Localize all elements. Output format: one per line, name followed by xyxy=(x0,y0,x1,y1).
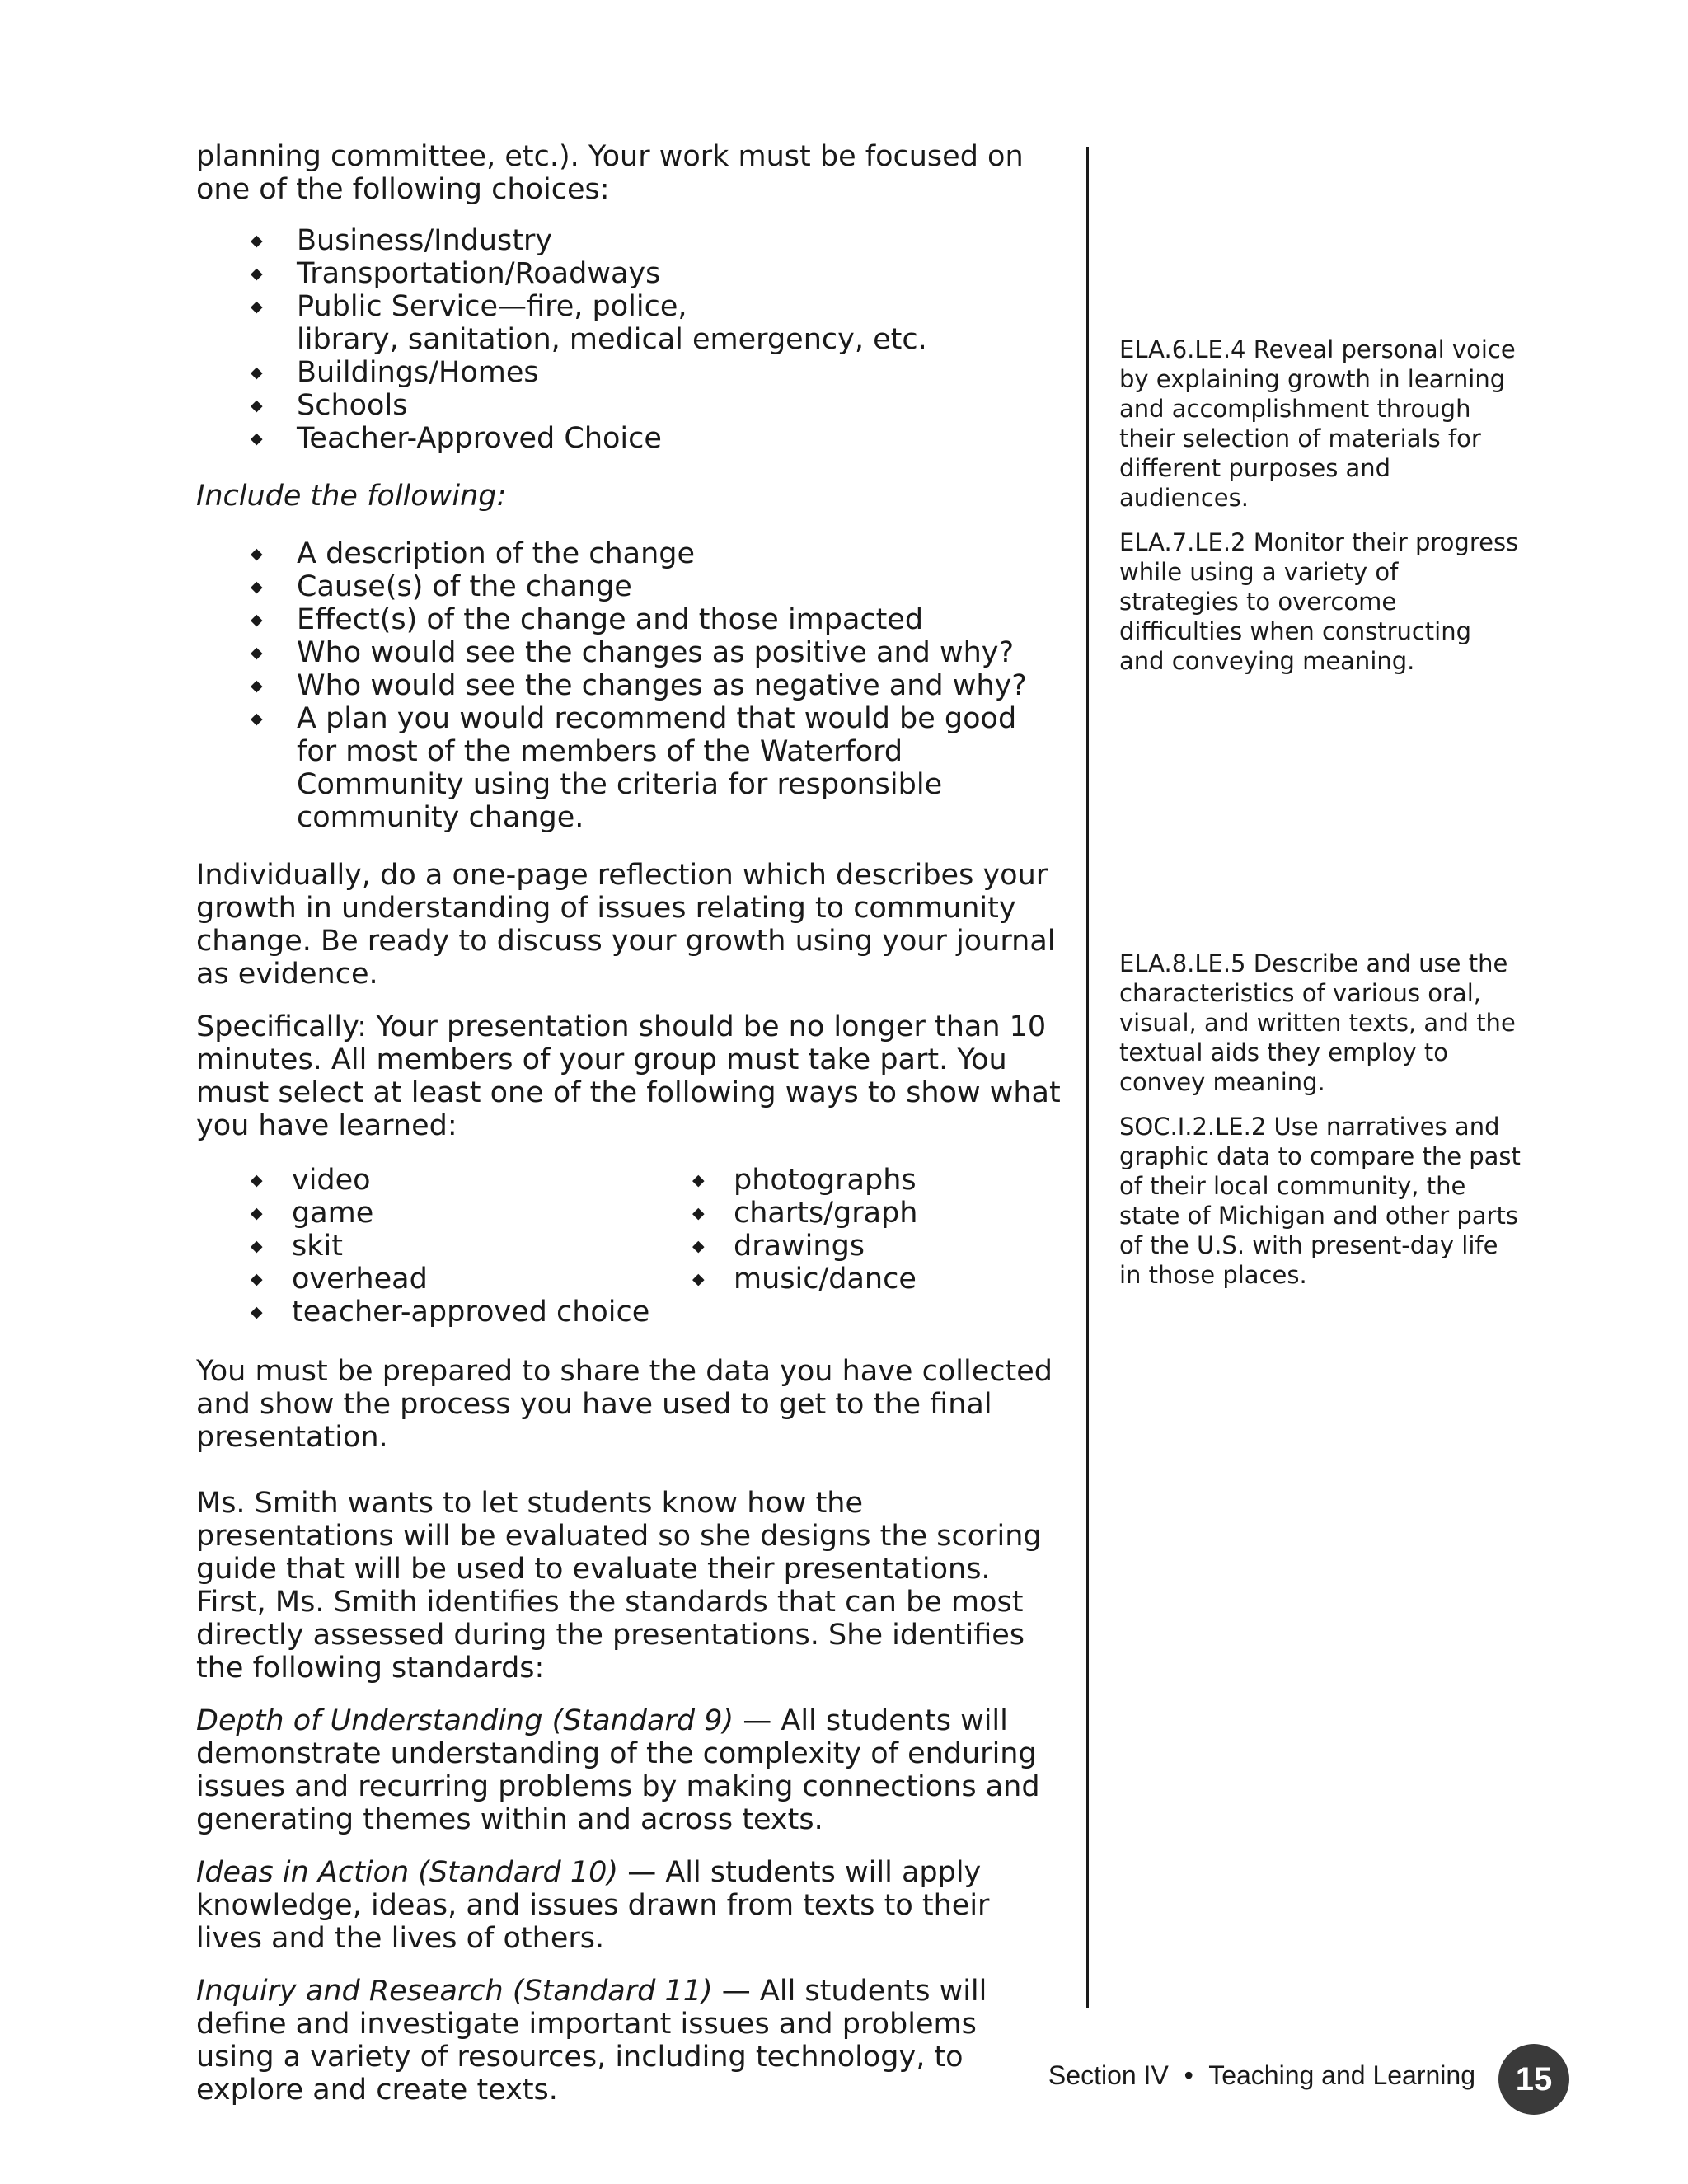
column-divider xyxy=(1086,147,1089,2008)
standard-body: — All students will apply knowledge, ideas, and issues drawn from texts to their lives and the lives of others. xyxy=(196,1856,990,1955)
list-item: ◆ Who would see the changes as negative and why? xyxy=(251,669,1062,702)
list-item: ◆ music/dance xyxy=(692,1263,917,1296)
standard-10 xyxy=(196,1856,1062,1955)
list-item: ◆ skit xyxy=(251,1230,692,1263)
standard-body: — All students will define and investigate important issues and problems using a variety of resources, including technology, to explore and create texts. xyxy=(196,1975,987,2107)
list-item: ◆ Public Service—fire, police, library, sanitation, medical emergency, etc. xyxy=(251,290,1062,356)
sidebar-standard: ELA.8.LE.5 Describe and use the characteristics of various oral, visual, and written texts, and the textual aids they employ to convey meaning. xyxy=(1119,949,1516,1096)
ways-column-1 xyxy=(251,1164,692,1329)
standard-body: — All students will demonstrate understanding of the complexity of enduring issues and recurring problems by making connections and generating themes within and across texts. xyxy=(196,1704,1040,1836)
smith-paragraph: Ms. Smith wants to let students know how the presentations will be evaluated so she designs the scoring guide that will be used to evaluate their presentations. First, Ms. Smith identifies the standards that can be most directly assessed during the presentations. She identifies the following standards: xyxy=(196,1487,1042,1685)
footer-section: Section IV xyxy=(1048,2060,1169,2090)
footer-separator: • xyxy=(1184,2060,1193,2090)
presentation-ways xyxy=(196,1164,1062,1329)
sidebar-standards-group-1 xyxy=(1119,335,1523,691)
list-item: ◆ Buildings/Homes xyxy=(251,356,1062,389)
sidebar-standards-group-2 xyxy=(1119,949,1523,1305)
list-item: ◆ photographs xyxy=(692,1164,917,1197)
ways-column-2 xyxy=(692,1164,917,1329)
include-label: Include the following: xyxy=(196,480,507,513)
page-number-badge: 15 xyxy=(1498,2044,1569,2115)
list-item: ◆ Transportation/Roadways xyxy=(251,257,1062,290)
list-item: ◆ game xyxy=(251,1197,692,1230)
list-item: ◆ drawings xyxy=(692,1230,917,1263)
sidebar-standard: ELA.7.LE.2 Monitor their progress while using a variety of strategies to overcome difficulties when constructing and conveying meaning. xyxy=(1119,528,1519,675)
intro-paragraph: planning committee, etc.). Your work must be focused on one of the following choices: xyxy=(196,140,1024,206)
choices-list xyxy=(196,224,1062,455)
sidebar-standard: SOC.I.2.LE.2 Use narratives and graphic data to compare the past of their local community, the state of Michigan and other parts of the U.S. with present-day life in those places. xyxy=(1119,1113,1521,1289)
list-item: ◆ Schools xyxy=(251,389,1062,422)
list-item: ◆ Teacher-Approved Choice xyxy=(251,422,1062,455)
list-item: ◆ Business/Industry xyxy=(251,224,1062,257)
list-item: ◆ A plan you would recommend that would be good for most of the members of the Waterford Community using the criteria for responsible community change. xyxy=(251,702,1062,834)
list-item: ◆ A description of the change xyxy=(251,537,1062,570)
standard-title: Inquiry and Research (Standard 11) xyxy=(196,1975,713,2008)
list-item: ◆ Cause(s) of the change xyxy=(251,570,1062,603)
specifically-paragraph: Specifically: Your presentation should be no longer than 10 minutes. All members of your group must take part. You must select at least one of the following ways to show what you have learned: xyxy=(196,1010,1061,1142)
standard-title: Depth of Understanding (Standard 9) xyxy=(196,1704,734,1737)
footer-title: Teaching and Learning xyxy=(1208,2060,1475,2090)
sidebar-standard: ELA.6.LE.4 Reveal personal voice by explaining growth in learning and accomplishment through their selection of materials for different purposes and audiences. xyxy=(1119,335,1516,512)
list-item: ◆ Who would see the changes as positive and why? xyxy=(251,636,1062,669)
standard-9 xyxy=(196,1704,1062,1836)
page-footer xyxy=(0,2044,1688,2110)
list-item: ◆ Effect(s) of the change and those impacted xyxy=(251,603,1062,636)
reflection-paragraph: Individually, do a one-page reflection which describes your growth in understanding of issues relating to community change. Be ready to discuss your growth using your journal as evidence. xyxy=(196,859,1056,991)
list-item: ◆ video xyxy=(251,1164,692,1197)
list-item: ◆ overhead xyxy=(251,1263,692,1296)
list-item: ◆ teacher-approved choice xyxy=(251,1296,692,1329)
footer-text xyxy=(1048,2060,1475,2091)
share-paragraph: You must be prepared to share the data you have collected and show the process you have used to get to the final presentation. xyxy=(196,1355,1053,1454)
list-item: ◆ charts/graph xyxy=(692,1197,917,1230)
include-list xyxy=(196,537,1062,834)
main-column xyxy=(196,140,1062,2107)
standard-title: Ideas in Action (Standard 10) xyxy=(196,1856,619,1889)
